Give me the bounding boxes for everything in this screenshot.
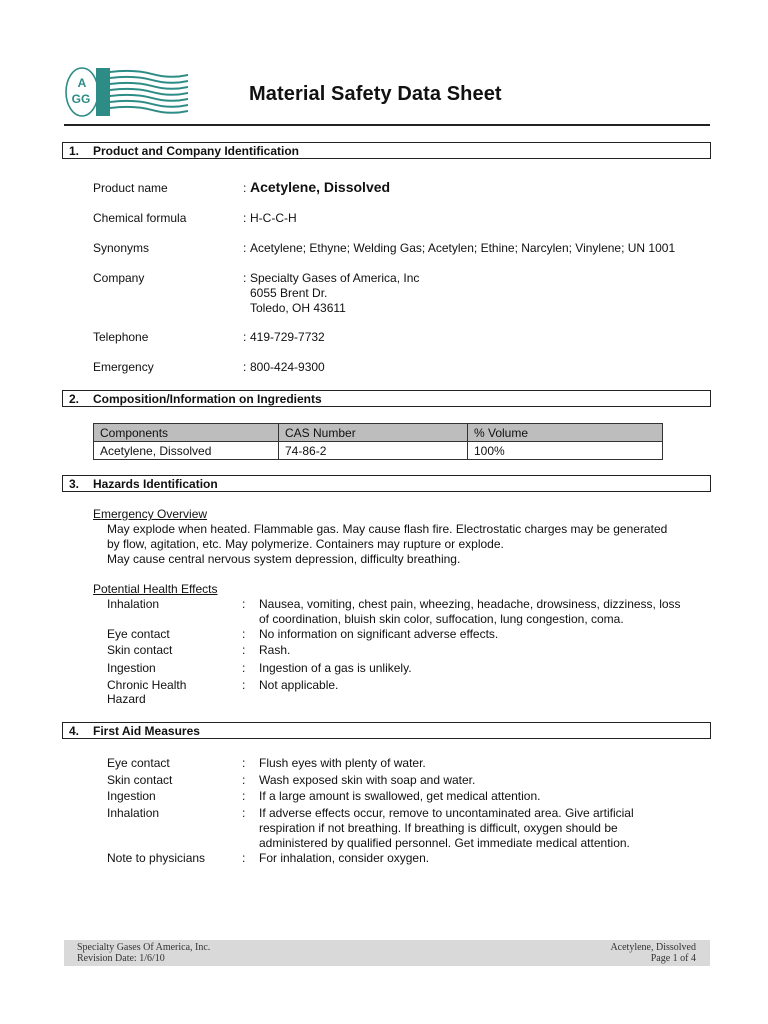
emergency-overview-heading: Emergency Overview	[93, 507, 208, 521]
table-row	[94, 442, 663, 460]
product-name-value: Acetylene, Dissolved	[250, 179, 391, 195]
colon: :	[242, 756, 246, 770]
emergency-label: Emergency	[93, 360, 154, 374]
colon: :	[242, 643, 246, 657]
logo-letter-a: A	[77, 76, 87, 90]
composition-table	[93, 423, 663, 460]
chemical-formula-value: H-C-C-H	[250, 211, 297, 225]
colon: :	[243, 360, 247, 374]
colon: :	[242, 773, 246, 787]
first-aid-skin-label: Skin contact	[107, 773, 173, 787]
overview-line-2: by flow, agitation, etc. May polymerize. Containers may rupture or explode.	[107, 537, 504, 551]
colon: :	[242, 789, 246, 803]
inhalation-line-1: Nausea, vomiting, chest pain, wheezing, headache, drowsiness, dizziness, loss	[259, 597, 681, 611]
first-aid-inhalation-line-2: respiration if not breathing. If breathing is difficult, oxygen should be	[259, 821, 618, 835]
first-aid-eye-label: Eye contact	[107, 756, 170, 770]
company-line-1: Specialty Gases of America, Inc	[250, 271, 420, 285]
section-1-header	[62, 142, 711, 159]
section-1-title: Product and Company Identification	[93, 144, 300, 158]
first-aid-eye-value: Flush eyes with plenty of water.	[259, 756, 426, 770]
page-footer	[64, 940, 710, 966]
table-header-cell: Components	[94, 424, 279, 442]
synonyms-label: Synonyms	[93, 241, 150, 255]
section-1-number: 1.	[69, 144, 80, 158]
chronic-hazard-label-line-1: Chronic Health	[107, 678, 187, 692]
table-header-cell: CAS Number	[279, 424, 468, 442]
chronic-hazard-label-line-2: Hazard	[107, 692, 146, 706]
table-cell: 74-86-2	[279, 442, 468, 460]
footer-page-number: Page 1 of 4	[650, 953, 696, 964]
colon: :	[242, 851, 246, 865]
first-aid-inhalation-line-1: If adverse effects occur, remove to uncontaminated area. Give artificial	[259, 806, 634, 820]
section-4-title: First Aid Measures	[93, 724, 200, 738]
telephone-value: 419-729-7732	[250, 330, 325, 344]
company-line-3: Toledo, OH 43611	[250, 301, 346, 315]
section-2-header	[62, 390, 711, 407]
colon: :	[243, 241, 247, 255]
table-cell: Acetylene, Dissolved	[94, 442, 279, 460]
company-logo	[64, 66, 190, 118]
table-header-row	[94, 424, 663, 442]
first-aid-skin-value: Wash exposed skin with soap and water.	[259, 773, 476, 787]
footer-product: Acetylene, Dissolved	[610, 942, 696, 953]
company-line-2: 6055 Brent Dr.	[250, 286, 328, 300]
section-3-number: 3.	[69, 477, 80, 491]
colon: :	[243, 271, 247, 285]
colon: :	[242, 806, 246, 820]
synonyms-value: Acetylene; Ethyne; Welding Gas; Acetylen; Ethine; Narcylen; Vinylene; UN 1001	[250, 241, 676, 255]
section-4-number: 4.	[69, 724, 80, 738]
header-rule	[64, 124, 710, 126]
logo-letters-gg: GG	[71, 92, 91, 106]
ingestion-value: Ingestion of a gas is unlikely.	[259, 661, 412, 675]
ingestion-label: Ingestion	[107, 661, 156, 675]
footer-revision-date: Revision Date: 1/6/10	[77, 953, 165, 964]
colon: :	[243, 211, 247, 225]
section-2-number: 2.	[69, 392, 80, 406]
footer-company: Specialty Gases Of America, Inc.	[77, 942, 211, 953]
section-2-title: Composition/Information on Ingredients	[93, 392, 322, 406]
colon: :	[242, 597, 246, 611]
first-aid-ingestion-value: If a large amount is swallowed, get medical attention.	[259, 789, 541, 803]
section-4-header	[62, 722, 711, 739]
eye-contact-value: No information on significant adverse effects.	[259, 627, 499, 641]
telephone-label: Telephone	[93, 330, 149, 344]
product-name-label: Product name	[93, 181, 168, 195]
emergency-value: 800-424-9300	[250, 360, 325, 374]
chronic-hazard-value: Not applicable.	[259, 678, 339, 692]
colon: :	[242, 661, 246, 675]
document-title: Material Safety Data Sheet	[249, 83, 502, 105]
inhalation-line-2: of coordination, bluish skin color, suffocation, lung congestion, coma.	[259, 612, 624, 626]
note-to-physicians-label: Note to physicians	[107, 851, 206, 865]
overview-line-3: May cause central nervous system depression, difficulty breathing.	[107, 552, 461, 566]
section-3-title: Hazards Identification	[93, 477, 218, 491]
table-header-cell: % Volume	[468, 424, 663, 442]
colon: :	[243, 181, 247, 195]
note-to-physicians-value: For inhalation, consider oxygen.	[259, 851, 430, 865]
company-label: Company	[93, 271, 145, 285]
overview-line-1: May explode when heated. Flammable gas. May cause flash fire. Electrostatic charges may be generated	[107, 522, 668, 536]
health-effects-heading: Potential Health Effects	[93, 582, 218, 596]
first-aid-inhalation-label: Inhalation	[107, 806, 160, 820]
colon: :	[243, 330, 247, 344]
skin-contact-value: Rash.	[259, 643, 291, 657]
first-aid-inhalation-line-3: administered by qualified personnel. Get immediate medical attention.	[259, 836, 630, 850]
table-cell: 100%	[468, 442, 663, 460]
skin-contact-label: Skin contact	[107, 643, 173, 657]
section-3-header	[62, 475, 711, 492]
first-aid-ingestion-label: Ingestion	[107, 789, 156, 803]
colon: :	[242, 627, 246, 641]
colon: :	[242, 678, 246, 692]
eye-contact-label: Eye contact	[107, 627, 170, 641]
chemical-formula-label: Chemical formula	[93, 211, 187, 225]
inhalation-label: Inhalation	[107, 597, 160, 611]
